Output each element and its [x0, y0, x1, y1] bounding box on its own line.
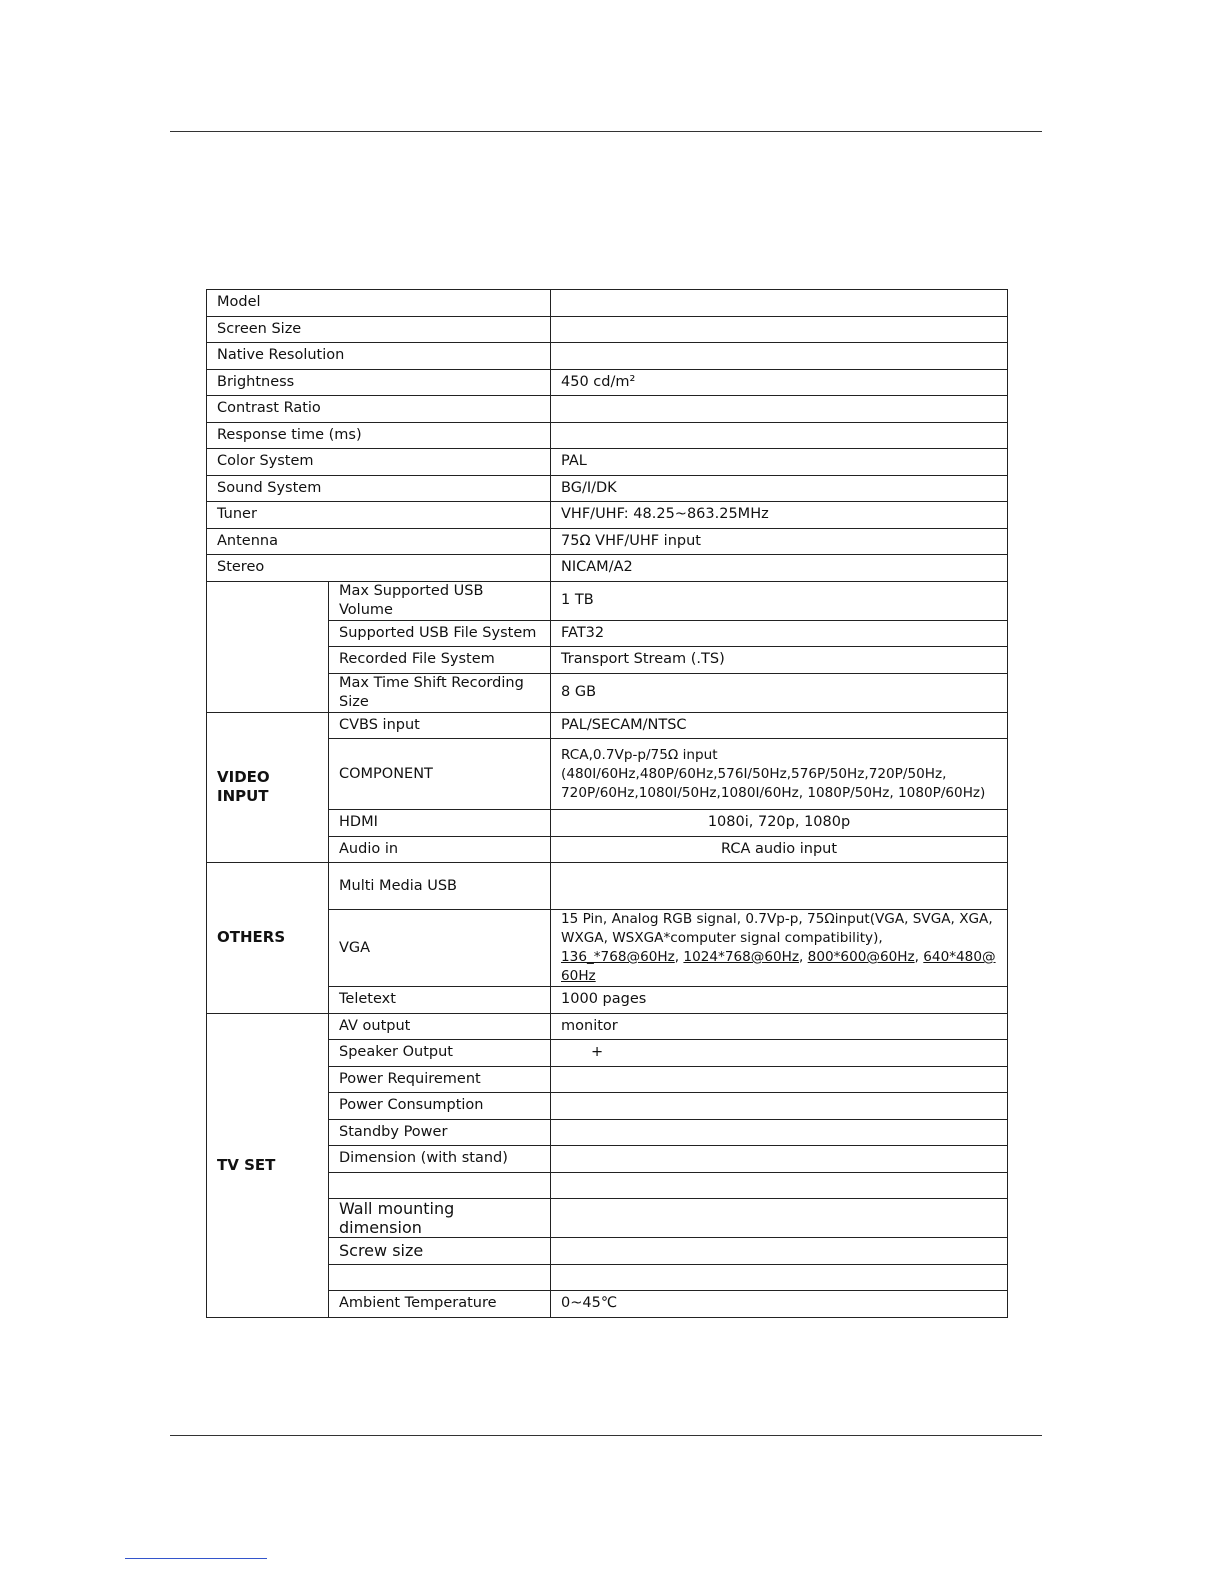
spec-label: Multi Media USB	[329, 863, 551, 910]
spec-label: Tuner	[207, 502, 551, 529]
spec-label: Native Resolution	[207, 343, 551, 370]
spec-label: Audio in	[329, 836, 551, 863]
spec-value: VHF/UHF: 48.25~863.25MHz	[551, 502, 1008, 529]
spec-label: CVBS input	[329, 712, 551, 739]
spec-label: Power Consumption	[329, 1093, 551, 1120]
spec-value	[551, 1066, 1008, 1093]
spec-value: monitor	[551, 1013, 1008, 1040]
component-line: RCA,0.7Vp-p/75Ω input	[561, 746, 718, 763]
spec-value	[551, 863, 1008, 910]
spec-value: PAL/SECAM/NTSC	[551, 712, 1008, 739]
group-label-video-input: VIDEO INPUT	[207, 712, 329, 863]
header-rule	[170, 131, 1042, 132]
component-line: (480I/60Hz,480P/60Hz,576I/50Hz,576P/50Hz,720P/50Hz,	[561, 765, 947, 782]
spec-label: Screw size	[329, 1238, 551, 1265]
spec-label: Color System	[207, 449, 551, 476]
spec-value	[551, 422, 1008, 449]
speaker-output-value: +	[591, 1044, 604, 1061]
spec-value	[551, 1119, 1008, 1146]
spec-row-sound-system	[207, 475, 1008, 502]
component-line: 720P/60Hz,1080I/50Hz,1080I/60Hz, 1080P/50Hz, 1080P/60Hz)	[561, 784, 986, 801]
spec-label	[329, 1264, 551, 1291]
spec-label: Wall mounting dimension	[329, 1199, 551, 1238]
spec-label: VGA	[329, 910, 551, 987]
spec-row-native-resolution	[207, 343, 1008, 370]
spec-value: NICAM/A2	[551, 555, 1008, 582]
spec-label: Model	[207, 290, 551, 317]
spec-value: RCA audio input	[551, 836, 1008, 863]
spec-label: Screen Size	[207, 316, 551, 343]
spec-label: Stereo	[207, 555, 551, 582]
spec-label: COMPONENT	[329, 739, 551, 810]
spec-row-color-system	[207, 449, 1008, 476]
vga-modes: 136_*768@60Hz, 1024*768@60Hz, 800*600@60Hz, 640*480@	[561, 949, 996, 965]
spec-label: Ambient Temperature	[329, 1291, 551, 1318]
spec-table	[206, 289, 1008, 1318]
vga-line: WXGA, WSXGA*computer signal compatibility),	[561, 930, 883, 946]
vga-mode: 640*480@	[923, 949, 996, 965]
footer-link-underline	[125, 1558, 267, 1559]
spec-value: PAL	[551, 449, 1008, 476]
spec-label: Brightness	[207, 369, 551, 396]
spec-value: 0~45℃	[551, 1291, 1008, 1318]
spec-label: Supported USB File System	[329, 620, 551, 647]
vga-mode: 800*600@60Hz	[807, 949, 915, 965]
spec-row-antenna	[207, 528, 1008, 555]
spec-row-screen-size	[207, 316, 1008, 343]
spec-row-response-time	[207, 422, 1008, 449]
spec-value: 75Ω VHF/UHF input	[551, 528, 1008, 555]
spec-value	[551, 739, 1008, 810]
spec-value: 1080i, 720p, 1080p	[551, 810, 1008, 837]
spec-label: Dimension (with stand)	[329, 1146, 551, 1173]
spec-value: BG/I/DK	[551, 475, 1008, 502]
vga-line: 15 Pin, Analog RGB signal, 0.7Vp-p, 75Ωinput(VGA, SVGA, XGA,	[561, 911, 993, 927]
spec-label	[329, 1172, 551, 1199]
spec-label: Contrast Ratio	[207, 396, 551, 423]
spec-label: Standby Power	[329, 1119, 551, 1146]
spec-row-tuner	[207, 502, 1008, 529]
spec-label: Max Supported USB Volume	[329, 581, 551, 620]
spec-row-multimedia-usb	[207, 863, 1008, 910]
spec-label: Antenna	[207, 528, 551, 555]
spec-value	[551, 1146, 1008, 1173]
vga-mode: 60Hz	[561, 968, 596, 984]
spec-label: Recorded File System	[329, 647, 551, 674]
spec-value	[551, 316, 1008, 343]
spec-value: 8 GB	[551, 673, 1008, 712]
spec-row-cvbs	[207, 712, 1008, 739]
spec-row-stereo	[207, 555, 1008, 582]
spec-row-brightness	[207, 369, 1008, 396]
spec-row-av-output	[207, 1013, 1008, 1040]
spec-row-usb-volume	[207, 581, 1008, 620]
footer-rule	[170, 1435, 1042, 1436]
spec-label: Max Time Shift Recording Size	[329, 673, 551, 712]
spec-value	[551, 1238, 1008, 1265]
spec-value	[551, 290, 1008, 317]
group-cell-usb	[207, 581, 329, 712]
spec-label: Teletext	[329, 987, 551, 1014]
spec-value	[551, 1172, 1008, 1199]
spec-value	[551, 910, 1008, 987]
spec-value	[551, 396, 1008, 423]
spec-label: Speaker Output	[329, 1040, 551, 1067]
group-label-tv-set: TV SET	[207, 1013, 329, 1317]
spec-row-contrast-ratio	[207, 396, 1008, 423]
spec-value	[551, 1199, 1008, 1238]
spec-value: FAT32	[551, 620, 1008, 647]
spec-value	[551, 1040, 1008, 1067]
spec-value	[551, 1093, 1008, 1120]
vga-mode: 1024*768@60Hz	[683, 949, 800, 965]
spec-value	[551, 1264, 1008, 1291]
spec-row-model	[207, 290, 1008, 317]
spec-label: Power Requirement	[329, 1066, 551, 1093]
vga-mode: 136_*768@60Hz	[561, 949, 675, 965]
spec-label: Sound System	[207, 475, 551, 502]
spec-label: AV output	[329, 1013, 551, 1040]
spec-value: 1 TB	[551, 581, 1008, 620]
spec-value: Transport Stream (.TS)	[551, 647, 1008, 674]
group-label-others: OTHERS	[207, 863, 329, 1014]
spec-label: HDMI	[329, 810, 551, 837]
spec-value	[551, 343, 1008, 370]
spec-label: Response time (ms)	[207, 422, 551, 449]
spec-value: 1000 pages	[551, 987, 1008, 1014]
spec-value: 450 cd/m²	[551, 369, 1008, 396]
